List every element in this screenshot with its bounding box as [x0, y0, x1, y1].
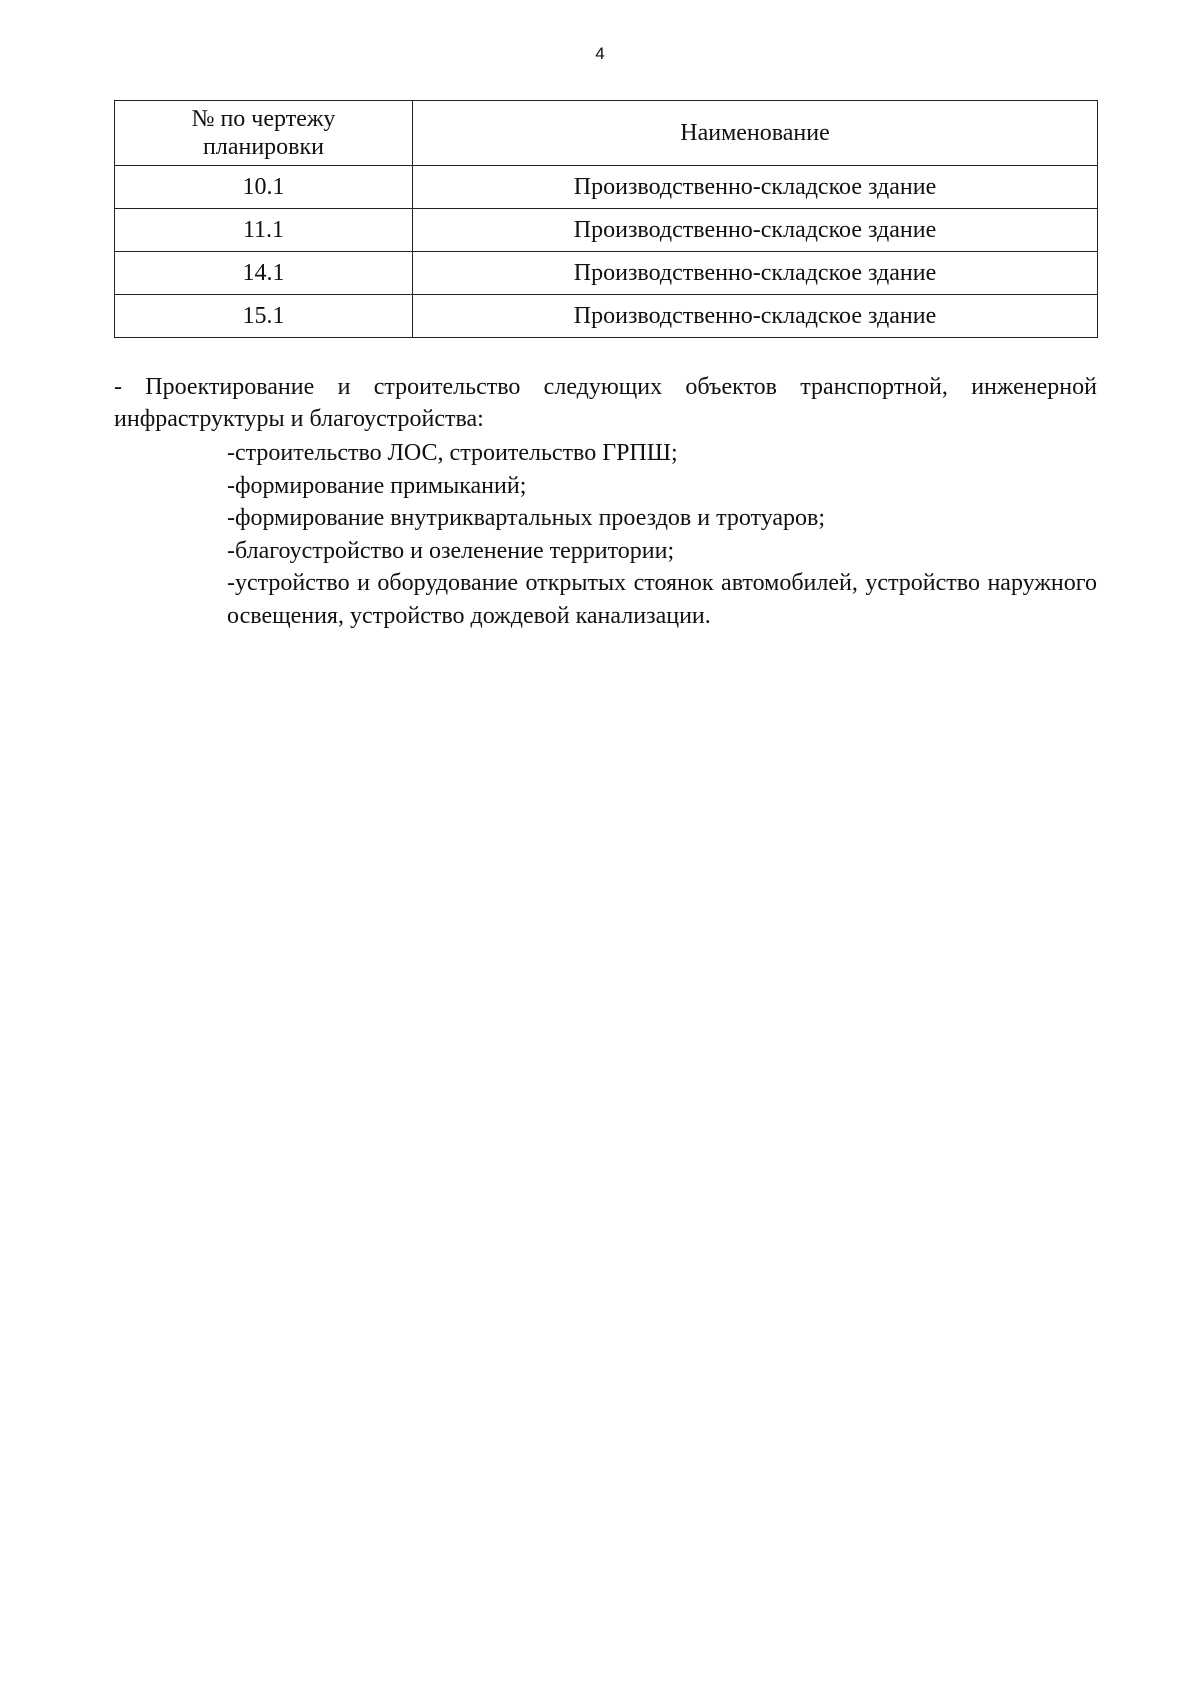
column-header-number-line-2: планировки — [203, 134, 324, 160]
cell-name: Производственно-складское здание — [413, 295, 1098, 338]
list-item: -формирование внутриквартальных проездов и тротуаров; — [227, 505, 826, 531]
cell-number: 11.1 — [115, 209, 413, 252]
table-row — [115, 295, 1098, 338]
cell-number: 10.1 — [115, 166, 413, 209]
works-list — [227, 437, 1097, 632]
column-header-number-line-1: № по чертежу — [191, 106, 336, 132]
cell-number: 14.1 — [115, 252, 413, 295]
list-item: -благоустройство и озеленение территории; — [227, 537, 675, 564]
cell-name: Производственно-складское здание — [413, 166, 1098, 209]
table-row — [115, 252, 1098, 295]
column-header-number — [115, 101, 413, 166]
list-item: -строительство ЛОС, строительство ГРПШ; — [227, 440, 678, 466]
objects-table — [114, 100, 1098, 338]
list-item: -формирование примыканий; — [227, 472, 527, 499]
page-number: 4 — [595, 44, 605, 63]
table-row — [115, 209, 1098, 252]
column-header-name: Наименование — [413, 101, 1098, 166]
cell-name: Производственно-складское здание — [413, 209, 1098, 252]
cell-name: Производственно-складское здание — [413, 252, 1098, 295]
list-item: -устройство и оборудование открытых стоянок автомобилей, устройство наружного освещения, устройство дождевой канализации. — [227, 570, 1097, 629]
table-row — [115, 166, 1098, 209]
table-header-row — [115, 101, 1098, 166]
cell-number: 15.1 — [115, 295, 413, 338]
intro-paragraph: - Проектирование и строительство следующих объектов транспортной, инженерной инфраструктуры и благоустройства: — [114, 374, 1097, 432]
